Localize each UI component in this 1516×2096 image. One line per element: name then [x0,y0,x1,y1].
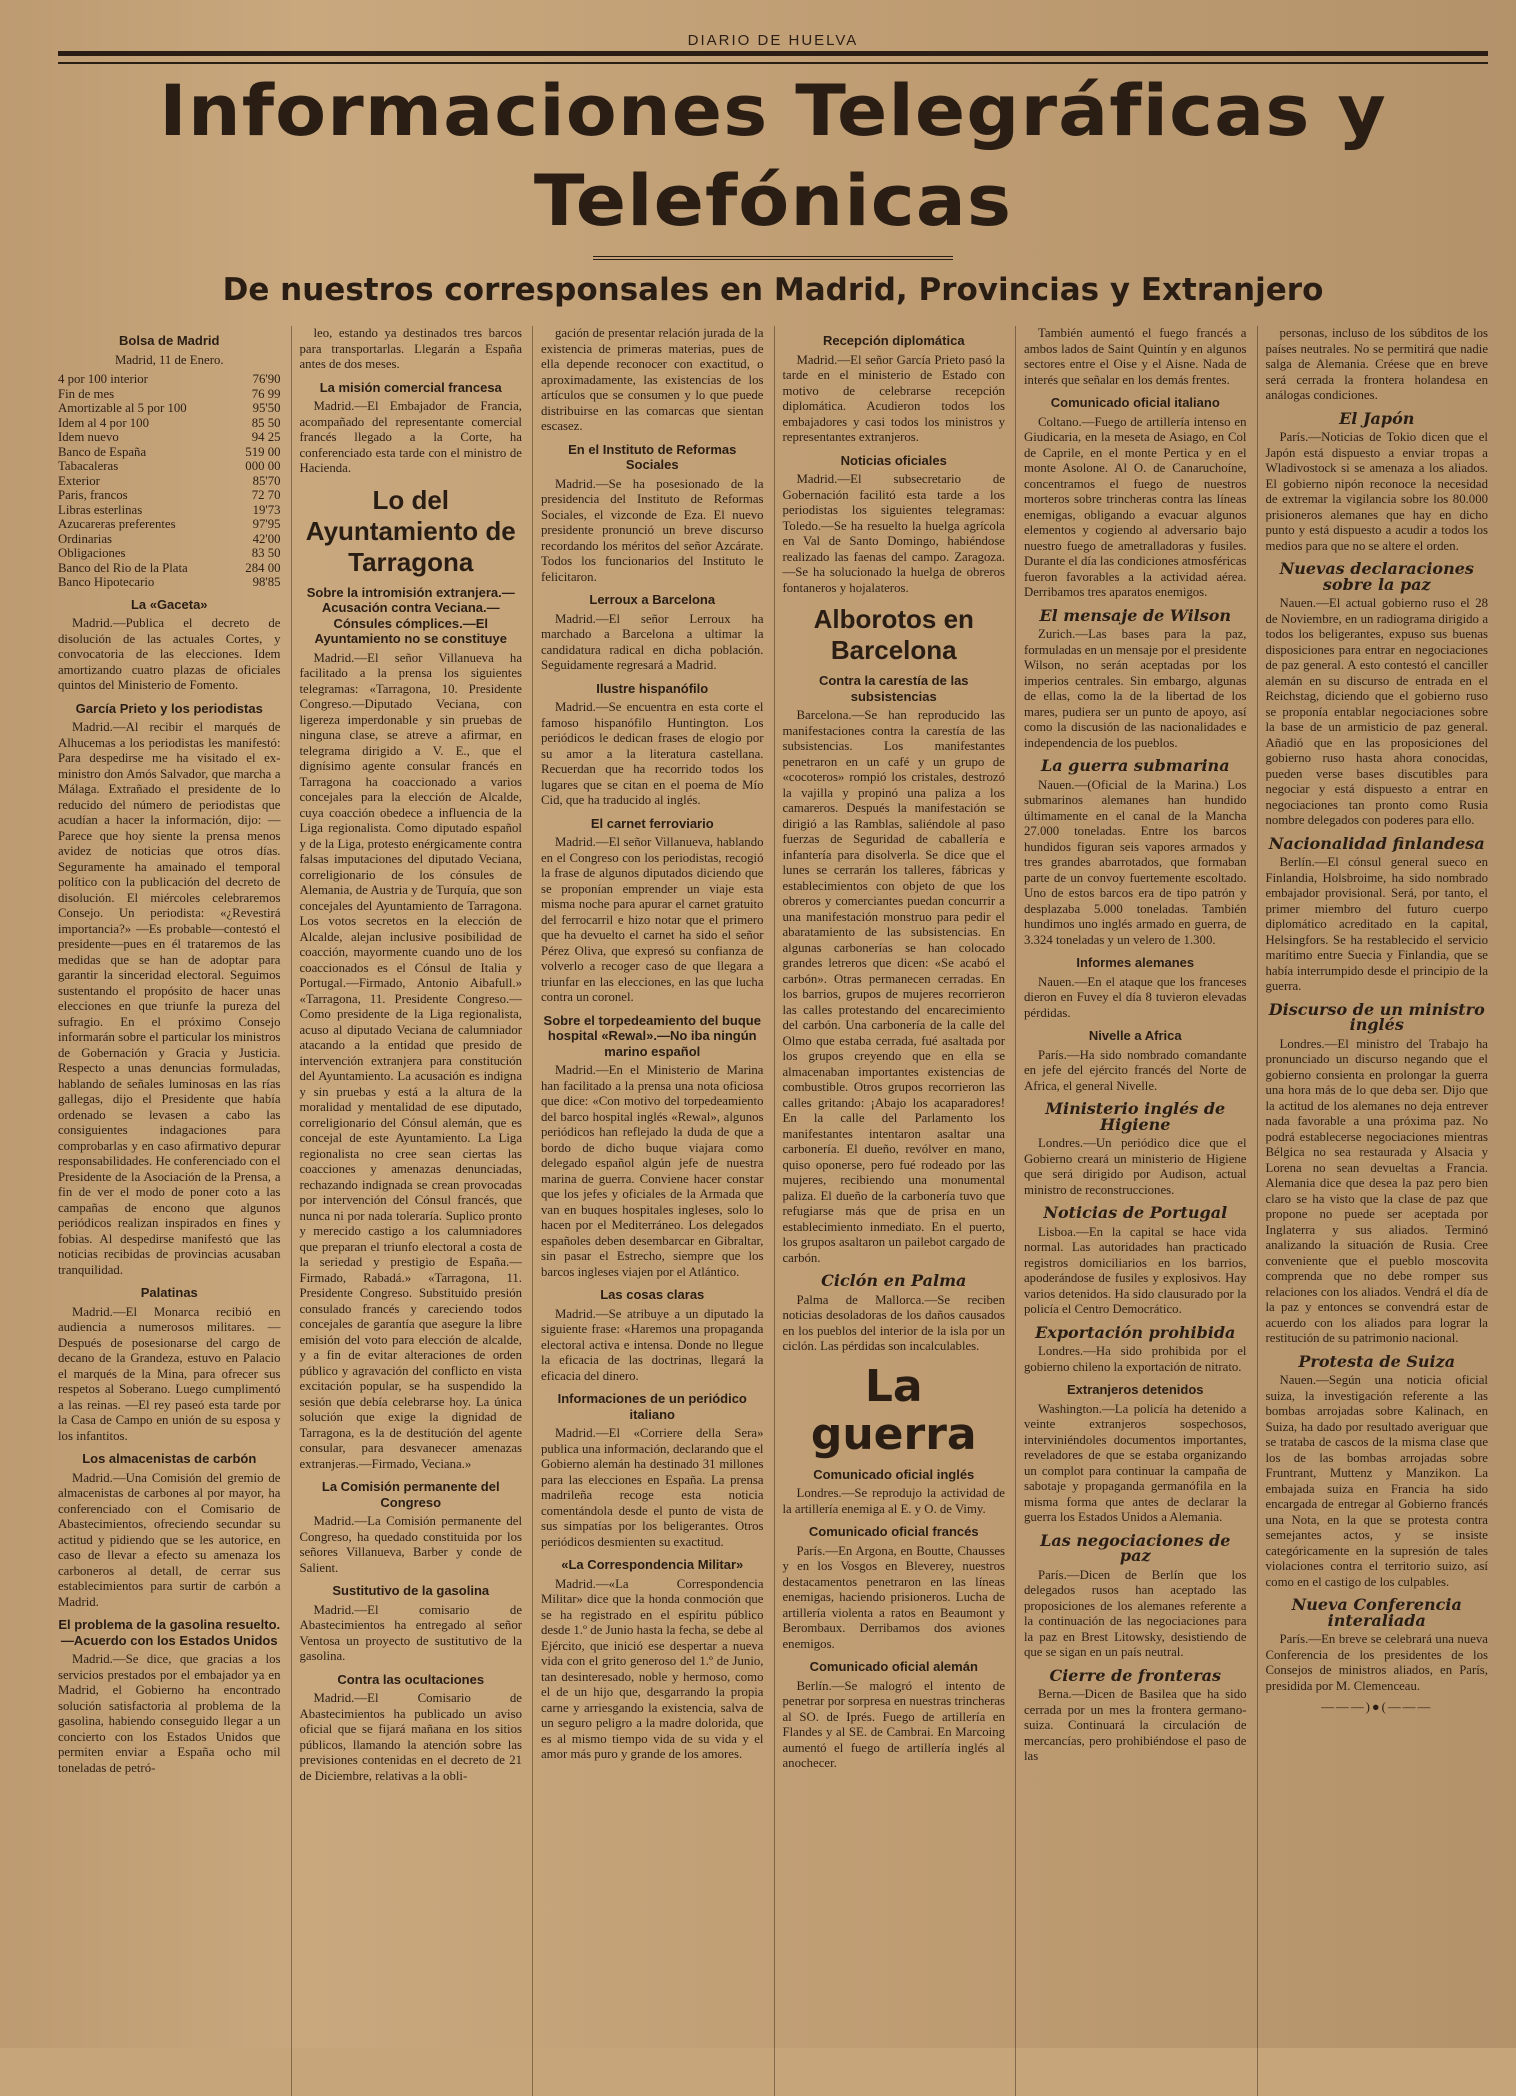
negociaciones-text: París.—Dicen de Berlín que los delegados rusos han aceptado las proposiciones de los alemanes referente a la continuación de las negociaciones para la paz en Brest Litowsky, desistiendo de que se sigan en un país neutral. [1024,1567,1247,1659]
mision-title: La misión comercial francesa [319,379,502,395]
bolsa-item-label: Fin de mes [58,386,115,401]
frances-title: Comunicado oficial francés [808,1524,979,1539]
bolsa-table [58,372,281,590]
bolsa-item-label: Azucareras preferentes [58,517,176,531]
bolsa-item-label: Tabacaleras [58,459,119,473]
bolsa-item-value: 85'70 [252,473,281,488]
recepcion-title: Recepción diplomática [822,333,965,348]
bolsa-item-label: Obligaciones [58,546,126,560]
garcia-text: Madrid.—Al recibir el marqués de Alhucemas a los periodistas les manifestó: Para despedirse me ha visitado el ex-ministro don Amós Salvador, que marcha a Málaga. Extrañado el presidente de lo reducido del número de periodistas que acudían a hacer la información, dijo: —Parece que hoy siente la prensa menos avidez de noticias que otros días. Seguramente ha amainado el temporal político con la publicación del decreto de disolución. El miércoles celebraremos Consejo. Un periodista: «¿Revestirá importancia?» —Es probable—contestó el presidente—pues en él trataremos de las medidas que se han de adoptar para garantir la sinceridad electoral. Seguimos sustentando el propósito de hacer unas elecciones en que triunfe la pureza del sufragio. En el próximo Consejo informarán sobre el particular los ministros de Gobernación y Gracia y Justicia. Respecto a unas denuncias formuladas, hablando de señales luminosas en las rías gallegas, dijo el Presidente que había ordenado se levasen a cabo las consiguientes indagaciones para comprobarlas y en caso afirmativo depurar responsabilidades. He conferenciado con el Presidente de la Asociación de la Prensa, a fin de ver el modo de poner coto a las campañas de encono que algunos periódicos realizan inspirados en fines y fobias. Al despedirse manifestó que las noticias recibidas de provincias acusaban tranquilidad. [58,720,281,1277]
conferencia-text: París.—En breve se celebrará una nueva Conferencia de los presidentes de los Consejos de ministros aliados, en París, presidida por M. Clemenceau. [1265,1632,1488,1693]
italiano-title: Comunicado oficial italiano [1050,395,1220,410]
hispanofilo-title: Ilustre hispanófilo [596,680,709,696]
bolsa-row [58,532,281,547]
frances-text: París.—En Argona, en Boutte, Chausses y en los Vosgos en Bleverey, nuestros destacamentos penetraron en las líneas enemigas, haciendo prisioneros. Lucha de artillería violenta a ratos en Beaumont y Berombaux. Derribamos dos aviones enemigos. [782,1543,1005,1651]
hispanofilo-text: Madrid.—Se encuentra en esta corte el famoso hispanófilo Huntington. Los periódicos le dedican frases de elogio por su amor a la literatura castellana. Recuerdan que ha recorrido todos los lugares que se citan en el poema de Mío Cid, que ha traducido al inglés. [541,700,764,807]
higiene-title: Ministerio inglés de Higiene [1045,1099,1226,1134]
japon-text: París.—Noticias de Tokio dicen que el Japón está dispuesto a enviar tropas a Wladivostock si se amenaza a los aliados. El gobierno nipón reconoce la necesidad de extremar la vigilancia sobre los 80.000 prisioneros alemanes que hay en dicho punto y está dispuesto a acudir a todos los medios para que no se altere el orden. [1265,430,1488,553]
ayuntamiento-title: Lo del Ayuntamiento de Tarragona [305,484,516,577]
column-1 [58,326,281,2096]
comision-title: La Comisión permanente del Congreso [321,1479,500,1510]
ciclon-title: Ciclón en Palma [821,1271,967,1290]
lerroux-title: Lerroux a Barcelona [589,592,716,607]
col3-continued-text: gación de presentar relación jurada de la existencia de primeras materias, pues de ella depende reconocer con exactitud, o aproximadamente, las existencias de los artículos que se consumen y lo que puede distribuirse en las comarcas que sientan escasez. [541,326,764,433]
bolsa-row [58,445,281,460]
bolsa-item-label: Paris, francos [58,488,128,502]
cierre-text: Berna.—Dicen de Basilea que ha sido cerrada por un mes la frontera germano-suiza. Continuará la circulación de mercancías, pero prohibiéndose el paso de las [1024,1687,1247,1763]
submarina-title: La guerra submarina [1040,756,1230,775]
bolsa-row [58,430,281,445]
carnet-text: Madrid.—El señor Villanueva, hablando en el Congreso con los periodistas, recogió la frase de algunos diputados diciendo que se proponían emprender un viaje esta misma noche para apurar el carnet gratuito del ferrocarril e hizo notar que el primero que ha devuelto el carnet ha sido el señor Pérez Oliva, que expresó su confianza de volverlo a recoger caso de que llegara a triunfar en las elecciones, en las que lucha contra un coronel. [541,835,764,1004]
bolsa-item-label: Banco Hipotecario [58,575,155,589]
bolsa-row [58,517,281,532]
lerroux-text: Madrid.—El señor Lerroux ha marchado a Barcelona a ultimar la candidatura radical en dicha población. Seguidamente regresará a Madrid. [541,611,764,672]
bolsa-item-label: Ordinarias [58,531,113,546]
bolsa-row [58,459,281,474]
portugal-text: Lisboa.—En la capital se hace vida normal. Las autoridades han practicado registros domiciliarios en los barrios, apoderándose de fusiles y explosivos. Hay varios detenidos. Ha sido clausurado por la policía el Centro Democrático. [1024,1224,1247,1316]
mision-text: Madrid.—El Embajador de Francia, acompañado del representante comercial francés llegado a la Corte, ha conferenciado esta tarde con el ministro de Hacienda. [299,399,522,475]
bolsa-row [58,488,281,503]
bolsa-item-value: 42'00 [252,531,281,546]
nivelle-text: París.—Ha sido nombrado comandante en jefe del ejército francés del Norte de Africa, el general Nivelle. [1024,1047,1247,1093]
bolsa-item-value: 97'95 [252,517,281,531]
end-ornament: ———)●(——— [1321,1700,1433,1714]
negociaciones-title: Las negociaciones de paz [1040,1530,1231,1565]
header-rule-thin [58,62,1488,64]
italiano-text: Coltano.—Fuego de artillería intenso en Giudicaria, en la meseta de Asiago, en Col de Caprile, en el monte Pertica y en el monte Asolone. Al O. de Canaruchoíne, concentramos el fuego de nuestros morteros sobre trincheras contra las líneas enemigas, obligando a evacuar algunos elementos y cogiendo al adversario bajo nuestro fuego de ametralladoras y fusiles. Durante el día las condiciones atmosféricas fueron favorables a la actividad aérea. Derribamos tres aparatos enemigos. [1024,414,1247,599]
oficiales-text: Madrid.—El subsecretario de Gobernación facilitó esta tarde a los periodistas los siguientes telegramas: Toledo.—Se ha resuelto la huelga agrícola en Val de Santo Domingo, habiéndose realizado las faenas del campo. Zaragoza.—Se ha solucionado la huelga de obreros fontaneros y hojalateros. [782,472,1005,595]
japon-title: El Japón [1339,408,1415,428]
suiza-text: Nauen.—Según una noticia oficial suiza, la investigación referente a las bombas arrojadas sobre Kalinach, en Suiza, ha dado por resultado averiguar que se trataba de cascos de la misma clase que los de las bombas arrojadas sobre Fruntrant, Muttenz y Manzikon. La embajada suiza en Francia ha sido encargada de entregar al Gobierno francés una Nota, en la que se protesta contra semejantes actos, y se insiste categóricamente en la supresión de tales violaciones contra el territorio suizo, así como en el castigo de los culpables. [1265,1373,1488,1589]
detenidos-title: Extranjeros detenidos [1066,1382,1204,1397]
ayuntamiento-subtitle: Sobre la intromisión extranjera.—Acusación contra Veciana.—Cónsules cómplices.—El Ayuntamiento no se constituye [306,584,515,646]
conferencia-title: Nueva Conferencia interaliada [1291,1595,1462,1630]
bolsa-item-value: 76'90 [252,372,281,386]
reformas-text: Madrid.—Se ha posesionado de la presidencia del Instituto de Reformas Sociales, el vizconde de Eza. El nuevo presidente pronunció un breve discurso recordando los méritos del señor Azcárate. Todos los funcionarios del Instituto le felicitaron. [541,476,764,584]
title-divider [593,256,953,260]
portugal-title: Noticias de Portugal [1043,1203,1228,1222]
suiza-title: Protesta de Suiza [1298,1351,1456,1371]
alborotos-title: Alborotos en Barcelona [813,604,974,665]
exportacion-text: Londres.—Ha sido prohibida por el gobierno chileno la exportación de nitrato. [1024,1344,1247,1374]
carnet-title: El carnet ferroviario [590,815,714,831]
bolsa-item-value: 284 00 [245,560,281,575]
alemanes-text: Nauen.—En el ataque que los franceses dieron en Fuvey el día 8 tuvieron elevadas pérdidas. [1024,974,1247,1020]
palatinas-text: Madrid.—El Monarca recibió en audiencia a numerosos militares. —Después de posesionarse del cargo de decano de la Grandeza, estuvo en Palacio el marqués de la Mina, para ofrecer sus respetos al Soberano. Luego cumplimentó a las reinas. —El rey paseó esta tarde por la Casa de Campo en unión de su esposa y los infantitos. [58,1304,281,1443]
gasolina-title: El problema de la gasolina resuelto. —Acuerdo con los Estados Unidos [58,1617,281,1648]
gaceta-text: Madrid.—Publica el decreto de disolución de las actuales Cortes, y convocatoria de las elecciones. Idem amortizando cuatro plazas de oficiales quintos del Ministerio de Fomento. [58,616,281,692]
page-title: Informaciones Telegráficas y Telefónicas [159,70,1387,242]
bolsa-item-value: 94 25 [251,430,281,444]
bolsa-item-value: 85 50 [251,415,281,430]
column-6 [1257,326,1489,2096]
col2-continued-text: leo, estando ya destinados tres barcos para transportarlas. Llegarán a España antes de dos meses. [299,326,522,371]
finlandesa-text: Berlín.—El cónsul general sueco en Finlandia, Holsbroime, ha sido nombrado embajador provisional. Será, por tanto, el primer miembro del futuro cuerpo diplomático acreditado en la capital, Helsingfors. Se ha restablecido el servicio marítimo entre Suecia y Finlandia, que se había interrumpido desde el principio de la guerra. [1265,855,1488,993]
columns [58,326,1488,2096]
bolsa-row [58,575,281,590]
bolsa-title: Bolsa de Madrid [119,333,220,348]
declaraciones-text: Nauen.—El actual gobierno ruso el 28 de Noviembre, en un radiograma dirigido a todos los beligerantes, expuso sus buenas disposiciones para entrar en negociaciones de paz general. A esto contestó el canciller alemán en su discurso de entrada en el Reichstag, diciendo que el gobierno ruso se proponía entablar negociaciones sobre la base de un armisticio de paz general. Añadió que en las proposiciones del gobierno ruso hasta ahora conocidas, pueden verse bases discutibles para negociar y está dispuesto a entrar en negociaciones tan pronto como Rusia nombre delegados con poderes para ello. [1265,596,1488,827]
cierre-title: Cierre de fronteras [1049,1665,1222,1685]
militar-title: «La Correspondencia Militar» [561,1557,744,1572]
alemanes-title: Informes alemanes [1076,955,1195,970]
bolsa-item-label: Banco del Rio de la Plata [58,560,188,575]
header-rule [58,51,1488,56]
col6-continued-text: personas, incluso de los súbditos de los países neutrales. No se permitirá que nadie salga de Alemania. Créese que en breve será cerrada la frontera holandesa en análogas condiciones. [1265,326,1488,402]
bolsa-row [58,561,281,576]
declaraciones-title: Nuevas declaraciones sobre la paz [1279,559,1474,594]
running-head: DIARIO DE HUELVA [687,32,859,49]
bolsa-row [58,546,281,561]
claras-title: Las cosas claras [600,1287,705,1302]
column-4 [774,326,1006,2096]
ingles-text: Londres.—Se reprodujo la actividad de la artillería enemiga al E. y O. de Vimy. [782,1486,1005,1516]
bolsa-item-label: Idem al 4 por 100 [58,415,149,430]
oficiales-title: Noticias oficiales [840,452,947,468]
bolsa-item-label: Libras esterlinas [58,502,143,517]
rewal-text: Madrid.—En el Ministerio de Marina han facilitado a la prensa una nota oficiosa que dice: «Con motivo del torpedeamiento del barco hospital inglés «Rewal», algunos periódicos han reflejado la duda de que a bordo de dicho buque viajara como delegado español algún jefe de nuestra marina de guerra. Conviene hacer constar que los jefes y oficiales de la Armada que van en buques hospitales ingleses, solo lo hacen por el Mediterráneo. Los delegados españoles deben desembarcar en Gibraltar, sin pasar el Estrecho, siempre que los barcos ingleses viajen por el Atlántico. [541,1063,764,1279]
italiano-periodico-text: Madrid.—El «Corriere della Sera» publica una información, declarando que el Gobierno alemán ha destinado 31 millones para las elecciones en España. La prensa madrileña recoge esta noticia comentándola desde el punto de vista de sus simpatías por los beligerantes. Otros periódicos desmienten su exactitud. [541,1426,764,1549]
almacenistas-title: Los almacenistas de carbón [82,1451,257,1466]
bolsa-date: Madrid, 11 de Enero. [114,352,224,367]
ocultaciones-text: Madrid.—El Comisario de Abastecimientos ha publicado un aviso oficial que se fijará mañana en los sitios públicos, llamando la atención sobre las previsiones contenidas en el decreto de 21 de Diciembre, relativas a la obli- [299,1691,522,1783]
bolsa-item-value: 000 00 [245,459,281,473]
bolsa-row [58,387,281,402]
carestia-title: Contra la carestía de las subsistencias [818,673,969,704]
sustitutivo-text: Madrid.—El comisario de Abastecimientos ha entregado al señor Ventosa un proyecto de sustitutivo de la gasolina. [299,1602,522,1663]
ingles-title: Comunicado oficial inglés [813,1466,975,1482]
gaceta-title: La «Gaceta» [130,596,208,612]
higiene-text: Londres.—Un periódico dice que el Gobierno creará un ministerio de Higiene que será dirigido por Audison, actual ministro de reconstrucciones. [1024,1136,1247,1197]
rewal-title: Sobre el torpedeamiento del buque hospital «Rewal».—No iba ningún marino español [543,1012,761,1059]
recepcion-text: Madrid.—El señor García Prieto pasó la tarde en el ministerio de Estado con motivo de celebrarse recepción diplomática. Acudieron todos los embajadores y casi todos los ministros y representantes extranjeros. [782,352,1005,444]
discurso-text: Londres.—El ministro del Trabajo ha pronunciado un discurso negando que el gobierno consienta en prolongar la guerra una hora más de lo que deba ser. Dijo que la actitud de los alemanes no deja entrever nada favorable a una próxima paz. No podrá establecerse negociaciones mientras Bélgica no sea restaurada y Alsacia y Lorena no sean devueltas a Francia. Alemania dice que desea la paz pero bien claro se ha visto que la clase de paz que propone no puede ser aceptada por Inglaterra y sus aliados. Terminó analizando la situación de Rusia. Cree conveniente que el pueblo moscovita comprenda que no debe romper sus relaciones con los aliados. Vendrá el día de la paz y entonces se convendrá estar de acuerdo con los aliados para lograr la restitución de su patrimonio nacional. [1265,1036,1488,1345]
comision-text: Madrid.—La Comisión permanente del Congreso, ha quedado constituida por los señores Villanueva, Barber y conde de Salient. [299,1514,522,1575]
bolsa-row [58,372,281,387]
bolsa-item-value: 76 99 [251,386,281,401]
wilson-text: Zurich.—Las bases para la paz, formuladas en un mensaje por el presidente Wilson, no serán aceptadas por los imperios centrales. Sin embargo, algunas de ellas, como la de la libertad de los mares, pudiera ser un punto de apoyo, así como la discusión de las nacionalidades e independencia de los pueblos. [1024,627,1247,750]
wilson-title: El mensaje de Wilson [1039,605,1232,625]
bolsa-item-value: 72 70 [251,488,281,502]
ciclon-text: Palma de Mallorca.—Se reciben noticias desoladoras de los daños causados en los pueblos del interior de la isla por un ciclón. Las pérdidas son incalculables. [782,1292,1005,1353]
bolsa-item-value: 19'73 [252,502,281,517]
italiano-periodico-title: Informaciones de un periódico italiano [557,1391,747,1422]
page-subtitle: De nuestros corresponsales en Madrid, Provincias y Extranjero [222,272,1324,308]
exportacion-title: Exportación prohibida [1035,1322,1236,1342]
ayuntamiento-text: Madrid.—El señor Villanueva ha facilitado a la prensa los siguientes telegramas: «Tarragona, 10. Presidente Congreso.—Diputado Veciana, con ligereza imperdonable y sin pruebas de ninguna clase, se atreve a afirmar, en telegrama dirigido a V. E., que el dignísimo agente consular francés en Tarragona ha coaccionado a varios concejales para la elección de Alcalde, cuya coacción obedece a influencia de la Liga regionalista. Como diputado español y de la Liga, protesto enérgicamente contra falsas imputaciones del diputado Veciana, correligionario de los cónsules de Alemania, de Austria y de Turquía, que son concejales del Ayuntamiento de Tarragona. Los votos secretos en la elección de Alcalde, alejan inclusive posibilidad de coacción, mayormente cuando uno de los coaccionados es el Cónsul de Italia y Portugal.—Firmado, Antonio Aibafull.» «Tarragona, 11. Presidente Congreso.—Como presidente de la Liga regionalista, acuso al diputado Veciana de calumniador atacando a la entidad que presido de intervención extranjera para constitución del Ayuntamiento. La acusación es indigna y sin pruebas y está a la altura de la moralidad y mentalidad de ese diputado, correligionario del Cónsul alemán, que es concejal de este Ayuntamiento. La Liga regionalista no cree sean ciertas las coacciones y amenazas denunciadas, rechazando indignada se crean provocadas por intervención del Cónsul francés, que nunca ni por nada toleraría. Suplico pronto y merecido castigo a los calumniadores que preparan el triunfo electoral a costa de la seriedad y prestigio de España.—Firmado, Rabadá.» «Tarragona, 11. Presidente Congreso. Substituido presión consulado francés y careciendo todos concejales de garantía que asegure la libre emisión del voto para elección de alcalde, y a fin de evitar alteraciones de orden público y agravación del conflicto en vista excitación popular, se ha suspendido la sesión que debía celebrarse hoy. La única solución que exige la dignidad de Tarragona, es la de destitución del agente consular, para desvanecer amenazas extranjeras.—Firmado, Veciana.» [299,650,522,1471]
submarina-text: Nauen.—(Oficial de la Marina.) Los submarinos alemanes han hundido últimamente en el canal de la Mancha 27.000 toneladas. Entre los barcos hundidos figuran seis vapores armados y tres grandes abarrotados, que formaban parte de un convoy fuertemente escoltado. Uno de estos barcos era de tipo patrón y desplazaba 5.000 toneladas. También hundimos uno inglés armado en guerra, de 3.324 toneladas y un velero de 1.300. [1024,777,1247,947]
bolsa-row [58,401,281,416]
bolsa-item-label: Banco de España [58,444,147,459]
reformas-title: En el Instituto de Reformas Sociales [568,441,737,472]
palatinas-title: Palatinas [140,1285,198,1300]
ocultaciones-title: Contra las ocultaciones [337,1671,485,1687]
bolsa-item-value: 83 50 [251,546,281,560]
bolsa-row [58,503,281,518]
col5-continued-text: También aumentó el fuego francés a ambos lados de Saint Quintín y en algunos sectores entre el Oise y el Aisne. Nada de interés que señalar en los demás frentes. [1024,326,1247,387]
column-5 [1015,326,1247,2096]
claras-text: Madrid.—Se atribuye a un diputado la siguiente frase: «Haremos una propaganda electoral activa e intensa. Donde no llegue la eficacia de las doctrinas, llegará la eficacia del dinero. [541,1306,764,1383]
bolsa-row [58,474,281,489]
aleman-text: Berlín.—Se malogró el intento de penetrar por sorpresa en nuestras trincheras al SO. de Iprés. Fuego de artillería en Flandes y al SE. de Cambrai. En Marcoing aumentó el fuego de artillería inglés al anochecer. [782,1678,1005,1770]
column-3 [532,326,764,2096]
sustitutivo-title: Sustitutivo de la gasolina [332,1583,490,1598]
bolsa-item-label: Amortizable al 5 por 100 [58,401,187,415]
guerra-title: La guerra [810,1360,977,1460]
almacenistas-text: Madrid.—Una Comisión del gremio de almacenistas de carbones al por mayor, ha conferenciado con el Comisario de Abastecimientos, ofreciendo secundar su actitud y pidiendo que se les autorice, en caso de llevar a efecto su amenaza los carboneros al detall, de cerrar sus establecimientos para surtir de carbón a Madrid. [58,1470,281,1609]
bolsa-item-label: Idem nuevo [58,430,119,444]
finlandesa-title: Nacionalidad finlandesa [1268,833,1485,853]
gasolina-text: Madrid.—Se dice, que gracias a los servicios prestados por el embajador ya en Madrid, el Gobierno ha encontrado solución satisfactoria al problema de la gasolina, habiendo conseguido llegar a un concierto con los Estados Unidos que permiten enviar a España ocho mil toneladas de petró- [58,1652,281,1775]
militar-text: Madrid.—«La Correspondencia Militar» dice que la honda conmoción que se ha registrado en el espíritu público desde 1.º de Junio hasta la fecha, se debe al Ejército, que inició ese despertar a nueva vida con el grito generoso del 1.º de Junio, tan desinteresado, noble y hermoso, como el de un hijo que, desgarrando la propia carne y arriesgando la existencia, salva de un seguro peligro a la madre dolorida, que es al mismo tiempo vida de su vida y el amor más puro y grande de los amores. [541,1576,764,1761]
bolsa-item-value: 95'50 [252,401,281,415]
aleman-title: Comunicado oficial alemán [809,1659,978,1674]
bolsa-item-label: 4 por 100 interior [58,372,148,386]
bolsa-item-value: 98'85 [252,575,281,589]
garcia-title: García Prieto y los periodistas [75,700,263,716]
bolsa-item-value: 519 00 [245,444,281,459]
column-2 [291,326,523,2096]
nivelle-title: Nivelle a Africa [1088,1028,1182,1043]
carestia-text: Barcelona.—Se han reproducido las manifestaciones contra la carestía de las subsistencias. Los manifestantes penetraron en un café y un grupo de «cocoteros» rompió los cristales, destrozó la vajilla y propinó una paliza a los camareros. Después la manifestación se dirigió a las Ramblas, saliéndole al paso fuerzas de Seguridad de caballería e infantería para disolverla. Se dice que el lunes se cerrarán los talleres, fábricas y establecimientos con objeto de que los obreros y comerciantes puedan concurrir a una manifestación monstruo para pedir el abaratamiento de las subsistencias. En algunas carbonerías se han colocado grandes letreros que dicen: «Se acabó el carbón». Otras permanecen cerradas. En los barrios, grupos de mujeres recorrieron las calles protestando del encarecimiento del carbón. Una carbonería de la calle del Olmo que estaba cerrada, fué asaltada por los grupos creyendo que en ella se almacenaban importantes existencias de combustible. Otros grupos recorrieron las calles gritando: ¡Abajo los acaparadores! En la calle del Parlamento los manifestantes intentaron asaltar una carbonería. El dueño, revólver en mano, quiso oponerse, pero fué rodeado por las mujeres, recibiendo una monumental paliza. El dueño de la carbonería tuvo que refugiarse más que de prisa en un establecimiento inmediato. En el puerto, los grupos asaltaron un pailebot cargado de carbón. [782,708,1005,1265]
bolsa-item-label: Exterior [58,473,100,488]
bolsa-row [58,416,281,431]
detenidos-text: Washington.—La policía ha detenido a veinte extranjeros sospechosos, interviniéndoles documentos importantes, reveladores de que se estaba organizando un complot para continuar la campaña de sabotaje y propaganda germanófila en la misma forma que antes de declarar la guerra los Estados Unidos a Alemania. [1024,1401,1247,1524]
discurso-title: Discurso de un ministro inglés [1268,999,1485,1034]
